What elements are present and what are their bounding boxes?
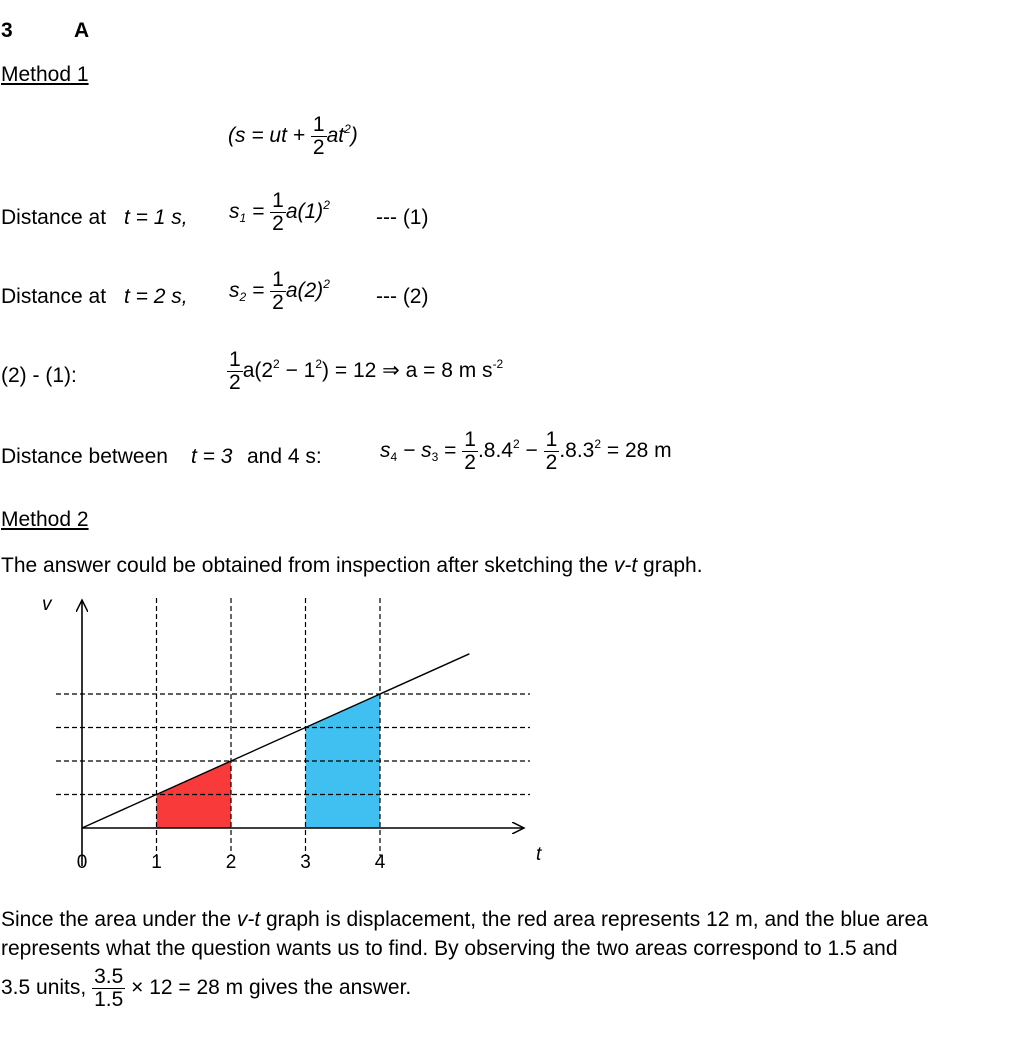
line4-term1: .8.4 (477, 439, 513, 463)
formula-close: ) (350, 124, 358, 148)
tick-label-1: 1 (151, 852, 162, 873)
line4-equation (380, 429, 672, 474)
method2-heading: Method 2 (1, 508, 89, 531)
line2-fraction (270, 269, 286, 314)
line4-sub4: 4 (390, 450, 398, 465)
line4-den1: 2 (464, 451, 476, 475)
tick-label-0: 0 (76, 852, 88, 873)
formula-open: (s = ut + (228, 124, 306, 148)
line4-result: = 28 m (601, 439, 672, 463)
concl1-after: graph is displacement, the red area represents 12 m, and the blue area (260, 908, 928, 931)
concl1-before: Since the area under the (1, 908, 237, 931)
line4-fraction1 (462, 429, 478, 474)
formula-num: 1 (312, 113, 325, 136)
formula-fraction (311, 114, 327, 159)
line3-label: (2) - (1): (1, 364, 77, 387)
line2-tag: --- (2) (376, 285, 429, 308)
line4-exp1: 2 (512, 437, 520, 452)
line4-num2: 1 (545, 428, 558, 451)
line2-lhs: s (229, 279, 240, 303)
line3-mid: − 1 (279, 359, 316, 383)
line1-fraction (270, 190, 286, 235)
line3-a-part: a(2 (242, 359, 274, 383)
line1-rhs: a(1) (285, 200, 324, 224)
concl3-after: × 12 = 28 m gives the answer. (125, 976, 412, 1000)
conclusion-line3 (1, 966, 411, 1011)
concl3-before: 3.5 units, (1, 976, 93, 1000)
line1-equation (229, 190, 330, 235)
concl3-den: 1.5 (94, 988, 124, 1012)
vt-line (82, 654, 469, 828)
line4-minus2: − (519, 439, 538, 463)
line2-sub: 2 (239, 290, 247, 305)
line4-fraction2 (544, 429, 560, 474)
line3-rest: ) = 12 ⇒ a = 8 m s (322, 359, 493, 383)
line3-num: 1 (229, 348, 241, 371)
line3-exp2: 2 (315, 357, 323, 372)
vt-graph (0, 590, 1015, 890)
line1-exp: 2 (323, 198, 330, 213)
line1-den: 2 (272, 212, 284, 236)
line1-label: Distance at (1, 206, 107, 229)
method2-intro (1, 554, 703, 578)
line2-t: t = 2 s, (124, 285, 188, 308)
line1-sub: 1 (239, 211, 247, 226)
line1-lhs: s (229, 200, 240, 224)
line4-t: t = 3 (191, 445, 233, 468)
tick-label-3: 3 (300, 852, 311, 873)
line3-fraction (227, 349, 243, 394)
intro-after: graph. (637, 554, 703, 577)
line3-equation (227, 349, 503, 394)
line4-label2: and 4 s: (247, 445, 322, 468)
line1-num: 1 (272, 189, 284, 212)
line4-minus: − s (397, 439, 432, 463)
formula-suvat (228, 114, 358, 159)
line4-label: Distance between (1, 445, 168, 468)
answer-letter: A (74, 19, 90, 42)
question-number: 3 (1, 19, 13, 42)
v-axis-label: v (42, 594, 52, 615)
concl3-num: 3.5 (94, 965, 124, 988)
formula-den: 2 (312, 136, 325, 160)
method1-heading: Method 1 (1, 63, 89, 86)
conclusion-line1 (1, 908, 928, 932)
line4-den2: 2 (545, 451, 558, 475)
line2-rhs: a(2) (285, 279, 324, 303)
line4-term2: .8.3 (559, 439, 595, 463)
formula-tail: at (326, 124, 345, 148)
line4-eq: = (438, 439, 457, 463)
line1-t: t = 1 s, (124, 206, 188, 229)
line2-eq: = (252, 279, 265, 303)
line4-sub3: 3 (431, 450, 439, 465)
line2-den: 2 (272, 291, 284, 315)
line3-den: 2 (229, 371, 241, 395)
tick-label-4: 4 (374, 852, 386, 873)
intro-before: The answer could be obtained from inspection after sketching the (1, 554, 614, 577)
line3-exp1: 2 (273, 357, 280, 372)
line2-equation (229, 269, 330, 314)
concl1-vt: v-t (236, 908, 261, 931)
tick-label-2: 2 (225, 852, 237, 873)
t-axis-label: t (536, 844, 542, 865)
line4-exp2: 2 (594, 437, 602, 452)
intro-vt: v-t (613, 554, 638, 577)
line2-label: Distance at (1, 285, 107, 308)
line1-tag: --- (1) (376, 206, 429, 229)
line4-s4: s (380, 439, 391, 463)
line3-unit-exp: -2 (492, 357, 504, 372)
line1-eq: = (252, 200, 265, 224)
line4-num1: 1 (464, 428, 476, 451)
line2-num: 1 (272, 268, 284, 291)
concl3-fraction (92, 966, 125, 1011)
line2-exp: 2 (323, 277, 330, 292)
conclusion-line2: represents what the question wants us to find. By observing the two areas correspond to 1.5 and (1, 937, 898, 960)
formula-exp: 2 (344, 122, 351, 137)
